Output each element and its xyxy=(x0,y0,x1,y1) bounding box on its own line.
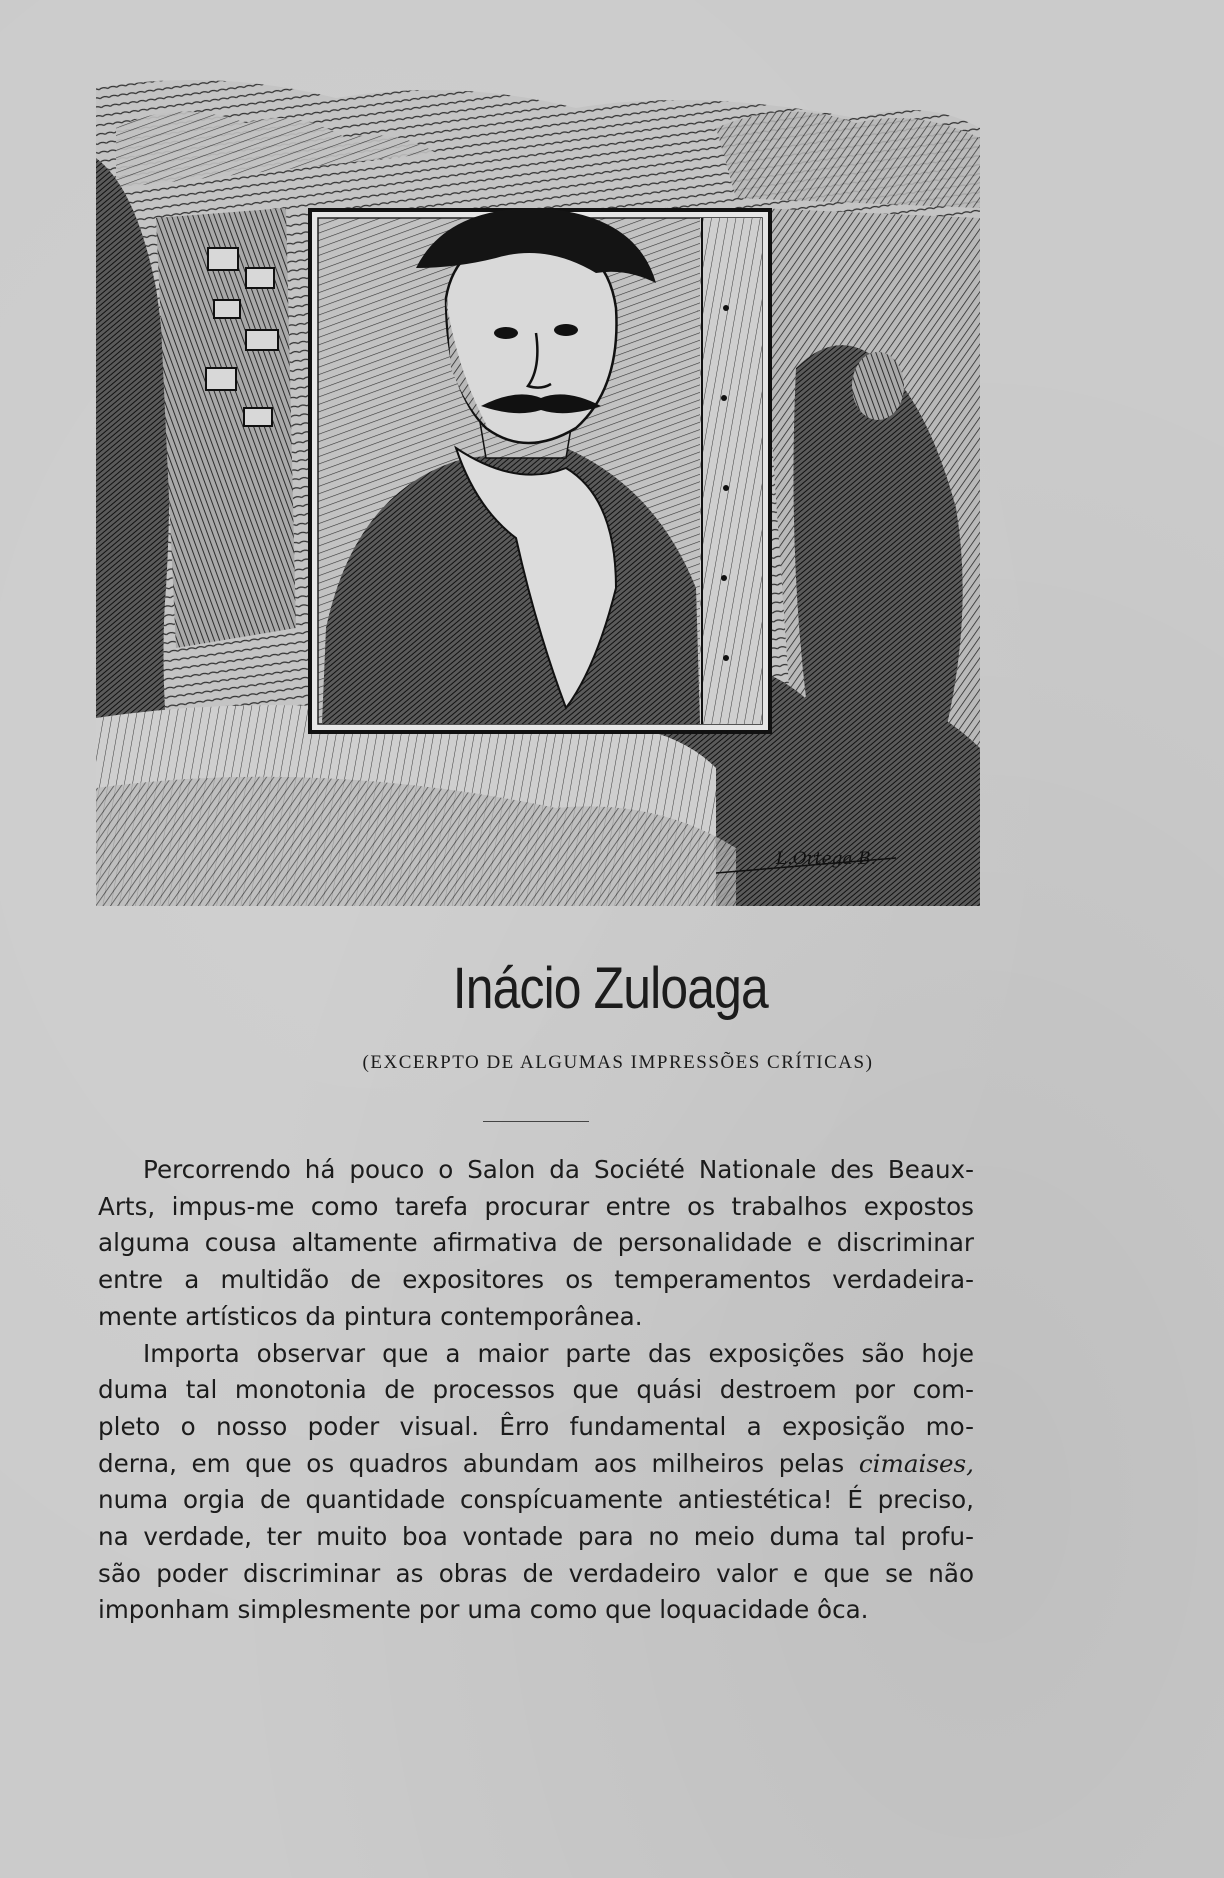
body-line: Arts, impus-me como tarefa procurar entre os trabalhos expostos xyxy=(98,1191,974,1221)
article-body xyxy=(98,1152,974,1629)
etched-portrait-illustration-icon xyxy=(96,68,980,906)
artist-signature: L.Ortega B. xyxy=(776,849,876,869)
body-line: na verdade, ter muito boa vontade para no meio duma tal profu- xyxy=(98,1522,974,1552)
article-subtitle: (EXCERPTO DE ALGUMAS IMPRESSÕES CRÍTICAS) xyxy=(362,1052,874,1073)
body-line: Importa observar que a maior parte das exposições são hoje xyxy=(143,1338,974,1368)
body-line: entre a multidão de expositores os temperamentos verdadeira- xyxy=(98,1265,974,1295)
body-line-with-italic xyxy=(98,1446,974,1483)
section-divider xyxy=(483,1121,589,1122)
body-line: numa orgia de quantidade conspícuamente antiestética! É preciso, xyxy=(98,1485,974,1515)
paragraph-1 xyxy=(98,1152,974,1336)
body-line: Percorrendo há pouco o Salon da Société Nationale des Beaux- xyxy=(143,1155,974,1184)
body-line: mente artísticos da pintura contemporânea. xyxy=(98,1301,643,1331)
body-line: imponham simplesmente por uma como que loquacidade ôca. xyxy=(98,1595,869,1625)
body-line: pleto o nosso poder visual. Êrro fundamental a exposição mo- xyxy=(98,1411,974,1441)
body-line: duma tal monotonia de processos que quási destroem por com- xyxy=(98,1375,974,1405)
body-line: alguma cousa altamente afirmativa de personalidade e discriminar xyxy=(98,1228,974,1258)
portrait-illustration xyxy=(96,68,980,906)
article-title: Inácio Zuloaga xyxy=(452,956,768,1021)
italic-word: cimaises, xyxy=(858,1448,974,1478)
body-line: são poder discriminar as obras de verdadeiro valor e que se não xyxy=(98,1558,974,1588)
paragraph-2 xyxy=(98,1336,974,1630)
body-line-text: derna, em que os quadros abundam aos milheiros pelas xyxy=(98,1448,845,1478)
